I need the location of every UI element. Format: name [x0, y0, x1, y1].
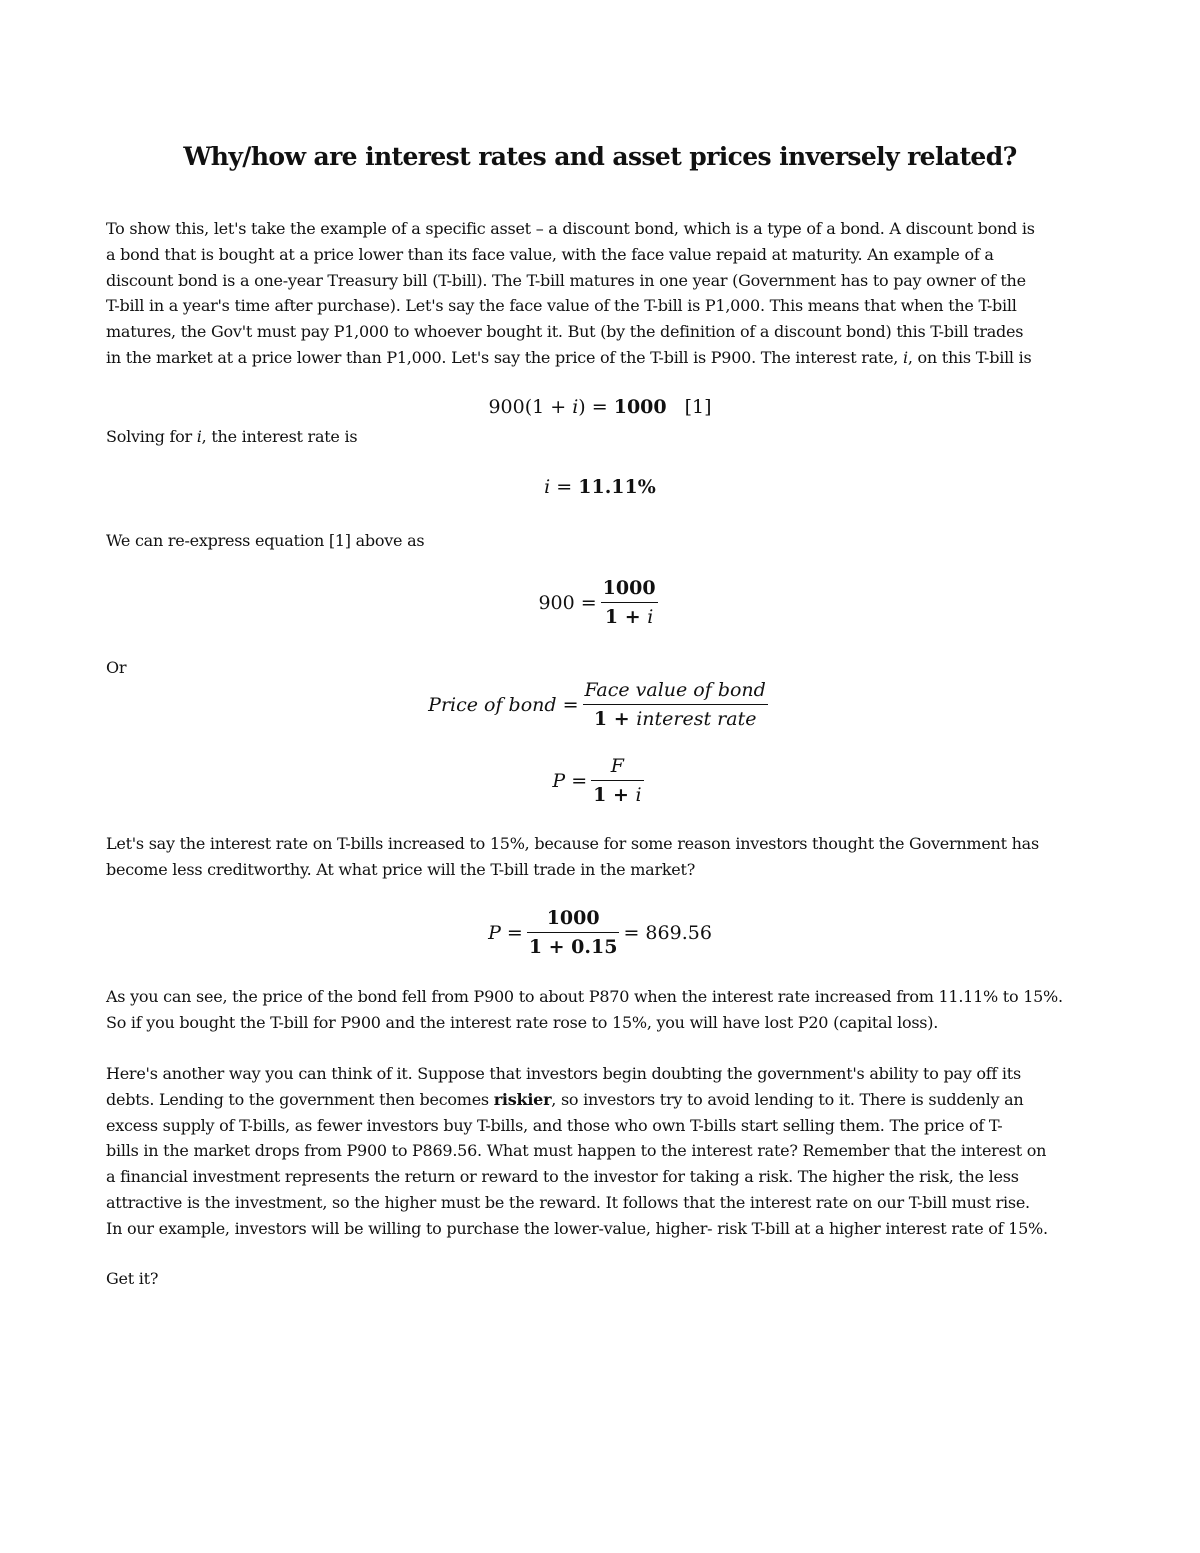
fraction-denominator	[591, 781, 643, 809]
text-line	[106, 1087, 1106, 1113]
reexpress-paragraph	[106, 528, 1106, 554]
fraction-denominator	[583, 705, 768, 733]
text-line: T-bill in a year's time after purchase). Let's say the face value of the T-bill is P1,000. This means that when the T-bill	[106, 296, 1017, 316]
math-variable: i	[196, 427, 202, 446]
text-line: Let's say the interest rate on T-bills increased to 15%, because for some reason investors thought the Government has	[106, 834, 1039, 853]
text-line: a financial investment represents the return or reward to the investor for taking a risk. The higher the risk, the less	[106, 1167, 1019, 1187]
den-text: 1 +	[593, 708, 637, 730]
text-line	[106, 424, 1106, 450]
text-segment: debts. Lending to the government then becomes	[106, 1089, 494, 1109]
fraction-denominator	[601, 603, 658, 631]
text-segment: Solving for	[106, 427, 197, 446]
text-line: In our example, investors will be willing to purchase the lower-value, higher- risk T-bill at a higher interest rate of 15%.	[106, 1218, 1048, 1238]
eq-mid: ) =	[578, 396, 614, 418]
text-segment: in the market at a price lower than P1,000. Let's say the price of the T-bill is P900. The interest rate,	[106, 347, 903, 367]
fraction-numerator: 1000	[601, 574, 658, 603]
den-text: 1 +	[593, 784, 636, 806]
fraction	[527, 904, 620, 961]
explanation-paragraph	[106, 1061, 1106, 1242]
den-variable: i	[635, 784, 642, 806]
fraction-numerator: F	[591, 752, 643, 781]
result-paragraph	[106, 984, 1106, 1036]
den-text: 1 +	[604, 606, 648, 628]
text-line: We can re-express equation [1] above as	[106, 531, 425, 550]
text-segment: , on this T-bill is	[907, 347, 1032, 367]
text-line: attractive is the investment, so the higher must be the reward. It follows that the interest rate on our T-bill must rise.	[106, 1192, 1030, 1212]
math-variable: i	[902, 347, 908, 367]
fraction-denominator: 1 + 0.15	[528, 936, 618, 958]
text-line: excess supply of T-bills, as fewer investors buy T-bills, and those who own T-bills start selling them. The price of T-	[106, 1115, 1003, 1135]
text-line: matures, the Gov't must pay P1,000 to whoever bought it. But (by the definition of a discount bond) this T-bill trades	[106, 322, 1024, 342]
closing-paragraph	[106, 1266, 1106, 1292]
text-line: Here's another way you can think of it. Suppose that investors begin doubting the government's ability to pay off its	[106, 1064, 1021, 1083]
text-line: a bond that is bought at a price lower than its face value, with the face value repaid at maturity. An example of a	[106, 244, 994, 264]
eq-left: 900(1 +	[488, 396, 573, 418]
equation-3	[0, 574, 1200, 631]
bold-term: riskier	[493, 1089, 552, 1109]
text-line: discount bond is a one-year Treasury bill (T-bill). The T-bill matures in one year (Government has to pay owner of the	[106, 270, 1026, 290]
fraction	[591, 752, 643, 809]
text-segment: , the interest rate is	[201, 427, 358, 446]
rate-increase-paragraph	[106, 831, 1106, 883]
text-line: To show this, let's take the example of a specific asset – a discount bond, which is a type of a bond. A discount bond is	[106, 219, 1035, 238]
eq-right: 1000	[613, 396, 667, 418]
text-line	[106, 345, 1106, 371]
eq-left: 900 =	[538, 591, 597, 614]
eq-variable: i	[572, 396, 579, 418]
text-line: bills in the market drops from P900 to P869.56. What must happen to the interest rate? Remember that the interest on	[106, 1141, 1047, 1161]
eq-left: P =	[488, 921, 523, 944]
eq-operator: =	[550, 476, 579, 498]
text-line: Or	[106, 658, 127, 677]
page-title: Why/how are interest rates and asset prices inversely related?	[183, 142, 1017, 171]
equation-6	[0, 904, 1200, 961]
eq-left: Price of bond =	[428, 693, 579, 716]
fraction	[601, 574, 658, 631]
text-line: become less creditworthy. At what price will the T-bill trade in the market?	[106, 859, 696, 879]
intro-paragraph	[106, 216, 1106, 371]
text-line: So if you bought the T-bill for P900 and the interest rate rose to 15%, you will have lost P20 (capital loss).	[106, 1012, 939, 1032]
text-line: As you can see, the price of the bond fell from P900 to about P870 when the interest rate increased from 11.11% to 15%.	[106, 987, 1063, 1006]
fraction-numerator: 1000	[527, 904, 620, 933]
text-line: Get it?	[106, 1269, 159, 1288]
equation-4	[0, 676, 1200, 733]
fraction-numerator: Face value of bond	[583, 676, 768, 705]
equation-1	[0, 396, 1200, 418]
eq-tag: [1]	[684, 396, 712, 418]
den-variable: interest rate	[636, 708, 757, 730]
fraction	[583, 676, 768, 733]
den-variable: i	[647, 606, 654, 628]
eq-variable: i	[544, 476, 551, 498]
equation-5	[0, 752, 1200, 809]
equation-2	[0, 476, 1200, 498]
eq-value: 11.11%	[578, 476, 656, 498]
solving-paragraph	[106, 424, 1106, 450]
eq-left: P =	[552, 769, 588, 792]
eq-right: = 869.56	[623, 921, 712, 944]
text-segment: , so investors try to avoid lending to it. There is suddenly an	[551, 1089, 1024, 1109]
